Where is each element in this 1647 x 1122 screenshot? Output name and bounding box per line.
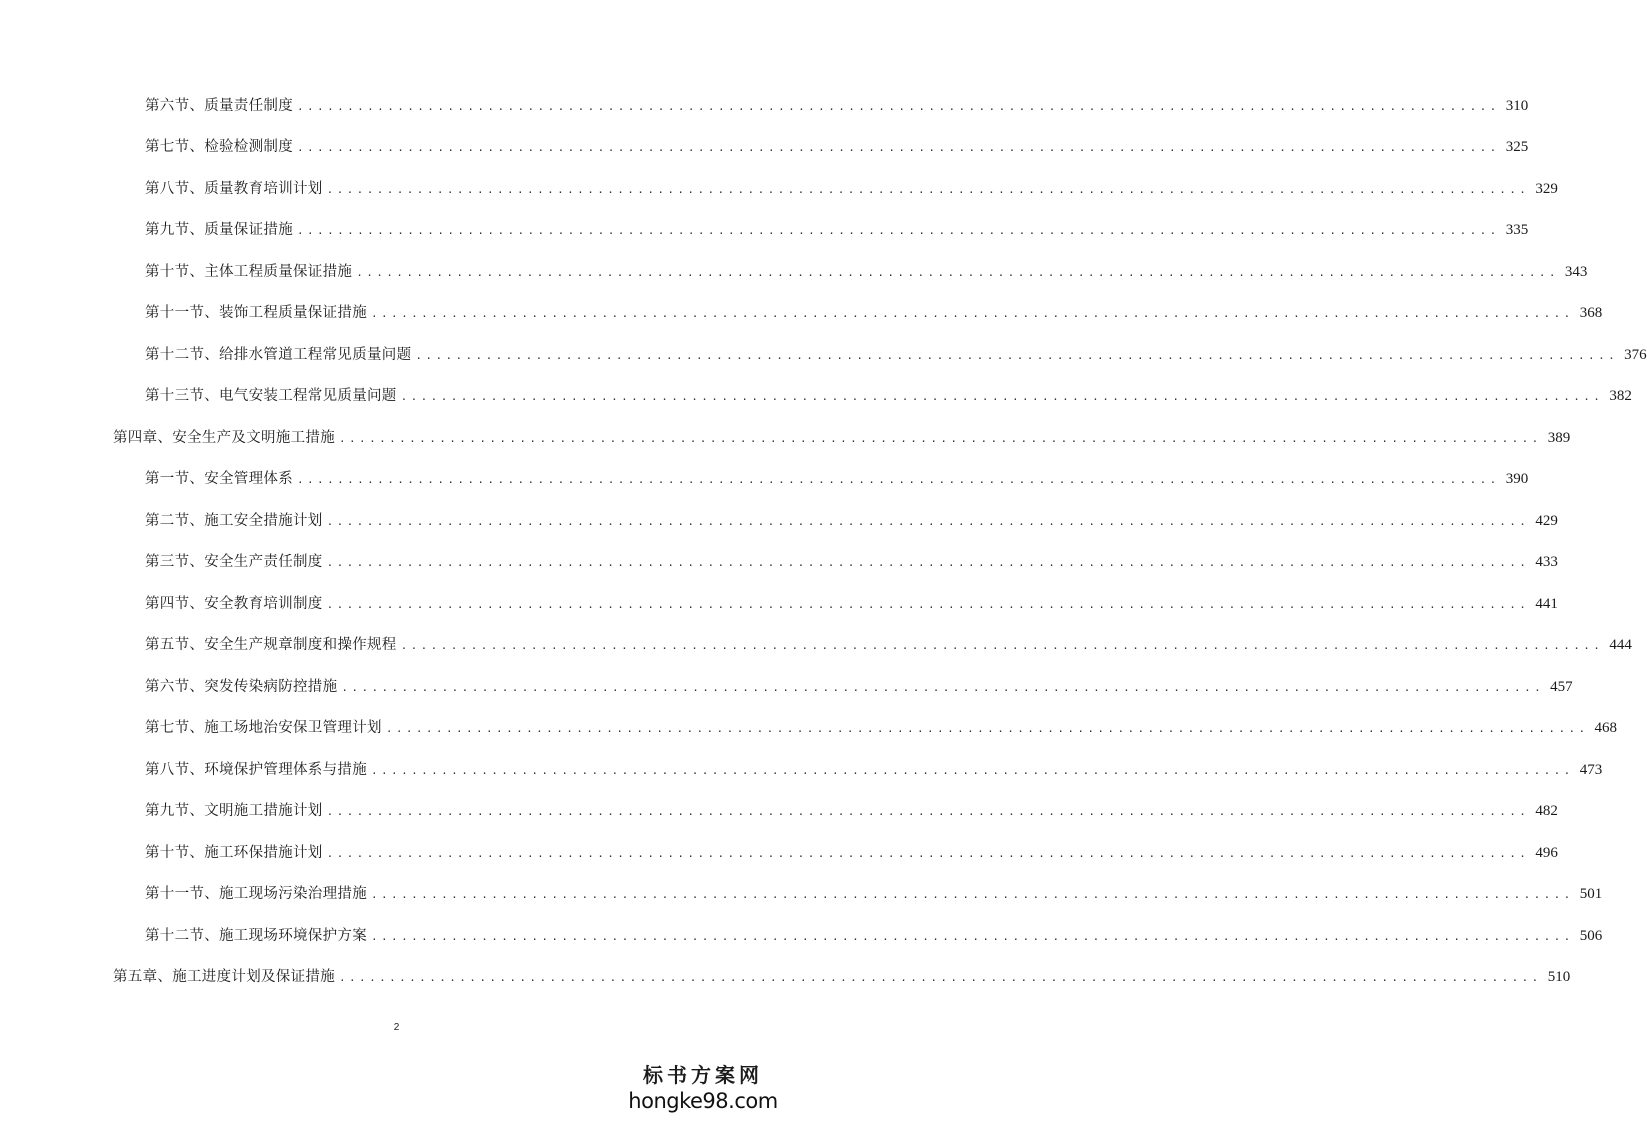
toc-entry[interactable] (145, 218, 1529, 242)
toc-dot-leader: ........................................................................................................................ (385, 722, 1589, 735)
toc-entry-page: 441 (1535, 596, 1558, 612)
toc-entry-page: 429 (1535, 513, 1558, 529)
toc-dot-leader: ........................................................................................................................ (356, 266, 1559, 279)
toc-entry[interactable] (145, 675, 1573, 699)
toc-entry-title: 第六节、突发传染病防控措施 (145, 679, 338, 695)
toc-entry-title: 第七节、施工场地治安保卫管理计划 (145, 720, 382, 736)
toc-dot-leader: ........................................................................................................................ (400, 390, 1604, 403)
toc-entry-page: 335 (1505, 222, 1529, 238)
toc-dot-leader: ........................................................................................................................ (341, 681, 1545, 694)
toc-entry[interactable] (145, 260, 1588, 284)
toc-dot-leader: ........................................................................................................................ (371, 307, 1574, 320)
toc-entry-title: 第四节、安全教育培训制度 (145, 596, 323, 612)
toc-entry-title: 第九节、质量保证措施 (145, 222, 293, 238)
toc-dot-leader: ........................................................................................................................ (326, 515, 1530, 528)
toc-entry[interactable] (145, 716, 1618, 740)
watermark-logo (623, 1062, 783, 1114)
toc-entry-page: 329 (1535, 181, 1558, 197)
toc-entry[interactable] (145, 841, 1558, 865)
toc-entry[interactable] (145, 550, 1558, 574)
toc-entry-title: 第十一节、装饰工程质量保证措施 (145, 305, 367, 321)
toc-entry-title: 第一节、安全管理体系 (145, 471, 293, 487)
toc-entry[interactable] (145, 509, 1558, 533)
toc-entry-title: 第五节、安全生产规章制度和操作规程 (145, 637, 397, 653)
toc-entry-title: 第十节、主体工程质量保证措施 (145, 264, 353, 280)
toc-entry-title: 第二节、施工安全措施计划 (145, 513, 323, 529)
toc-entry-title: 第五章、施工进度计划及保证措施 (113, 969, 335, 985)
toc-entry-title: 第十三节、电气安装工程常见质量问题 (145, 388, 397, 404)
toc-entry-page: 468 (1594, 720, 1618, 736)
toc-entry-page: 368 (1579, 305, 1603, 321)
toc-entry-page: 376 (1624, 347, 1647, 363)
toc-entry[interactable] (145, 924, 1603, 948)
toc-entry-page: 382 (1609, 388, 1632, 404)
toc-dot-leader: ........................................................................................................................ (371, 930, 1574, 943)
page-number: 2 (393, 1022, 400, 1033)
toc-entry[interactable] (145, 94, 1529, 118)
toc-entry-title: 第八节、质量教育培训计划 (145, 181, 323, 197)
toc-dot-leader: ........................................................................................................................ (339, 971, 1542, 984)
toc-entry[interactable] (145, 384, 1632, 408)
toc-entry[interactable] (145, 177, 1558, 201)
toc-entry-title: 第七节、检验检测制度 (145, 139, 293, 155)
toc-entry-title: 第十二节、施工现场环境保护方案 (145, 928, 367, 944)
toc-entry[interactable] (145, 882, 1603, 906)
toc-dot-leader: ........................................................................................................................ (371, 888, 1574, 901)
toc-entry-title: 第三节、安全生产责任制度 (145, 554, 323, 570)
toc-entry-title: 第四章、安全生产及文明施工措施 (113, 430, 335, 446)
toc-dot-leader: ........................................................................................................................ (415, 349, 1619, 362)
toc-entry-title: 第六节、质量责任制度 (145, 98, 293, 114)
toc-entry-page: 457 (1550, 679, 1573, 695)
toc-dot-leader: ........................................................................................................................ (400, 639, 1604, 652)
toc-dot-leader: ........................................................................................................................ (326, 598, 1530, 611)
toc-dot-leader: ........................................................................................................................ (326, 183, 1530, 196)
toc-dot-leader: ........................................................................................................................ (339, 432, 1542, 445)
toc-entry-page: 501 (1579, 886, 1603, 902)
toc-entry-page: 433 (1535, 554, 1558, 570)
toc-entry-page: 389 (1547, 430, 1571, 446)
toc-entry[interactable] (145, 343, 1647, 367)
toc-entry-title: 第十一节、施工现场污染治理措施 (145, 886, 367, 902)
toc-entry[interactable] (145, 633, 1632, 657)
toc-entry[interactable] (145, 758, 1603, 782)
toc-entry-page: 473 (1579, 762, 1603, 778)
toc-entry[interactable] (145, 467, 1529, 491)
toc-dot-leader: ........................................................................................................................ (297, 100, 1500, 113)
toc-dot-leader: ........................................................................................................................ (371, 764, 1574, 777)
toc-entry-title: 第十二节、给排水管道工程常见质量问题 (145, 347, 412, 363)
toc-dot-leader: ........................................................................................................................ (297, 473, 1500, 486)
toc-entry[interactable] (145, 301, 1603, 325)
watermark-url: hongke98.com (628, 1089, 778, 1113)
toc-dot-leader: ........................................................................................................................ (297, 141, 1500, 154)
toc-entry-title: 第九节、文明施工措施计划 (145, 803, 323, 819)
toc-entry-page: 482 (1535, 803, 1558, 819)
watermark-brand: 标书方案网 (643, 1063, 763, 1087)
toc-dot-leader: ........................................................................................................................ (326, 805, 1530, 818)
toc-entry-page: 325 (1505, 139, 1529, 155)
toc-entry-page: 343 (1564, 264, 1588, 280)
toc-entry-page: 510 (1547, 969, 1571, 985)
toc-entry-title: 第八节、环境保护管理体系与措施 (145, 762, 367, 778)
toc-entry-page: 506 (1579, 928, 1603, 944)
toc-chapter-entry[interactable] (113, 426, 1571, 450)
toc-entry-page: 390 (1505, 471, 1529, 487)
toc-entry-page: 444 (1609, 637, 1632, 653)
toc-entry-page: 496 (1535, 845, 1558, 861)
toc-dot-leader: ........................................................................................................................ (297, 224, 1500, 237)
toc-chapter-entry[interactable] (113, 965, 1571, 989)
toc-entry[interactable] (145, 799, 1558, 823)
toc-dot-leader: ........................................................................................................................ (326, 847, 1530, 860)
toc-entry[interactable] (145, 135, 1529, 159)
toc-entry[interactable] (145, 592, 1558, 616)
toc-entry-page: 310 (1505, 98, 1529, 114)
toc-dot-leader: ........................................................................................................................ (326, 556, 1530, 569)
toc-entry-title: 第十节、施工环保措施计划 (145, 845, 323, 861)
